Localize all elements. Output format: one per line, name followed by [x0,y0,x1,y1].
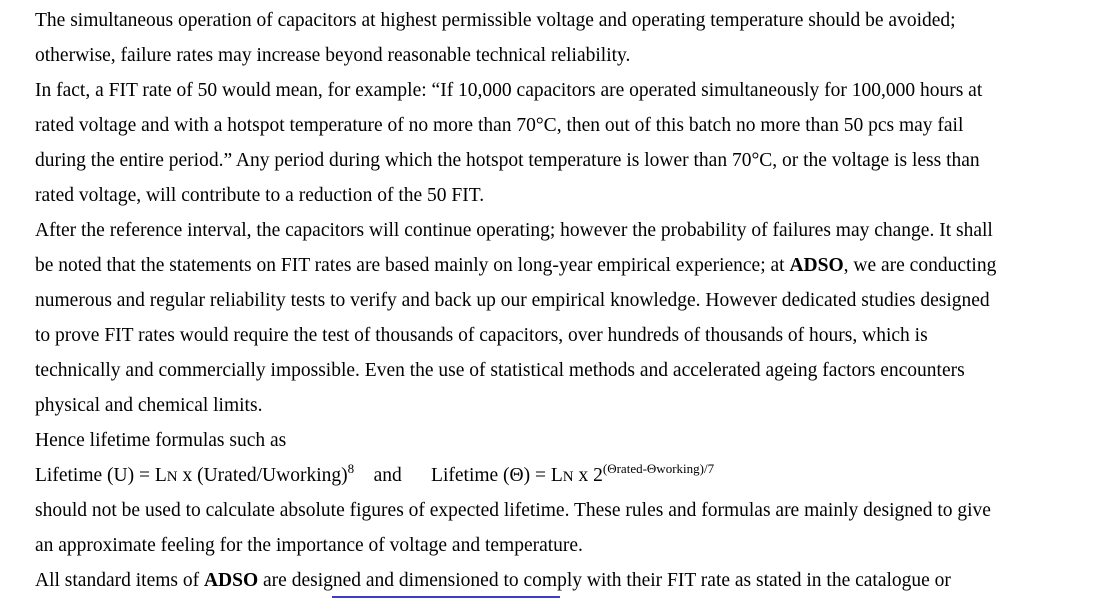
text-segment: are designed and dimensioned to comply with their FIT rate as stated in the catalogue or [258,570,951,591]
text-line-12 [35,388,1080,423]
text-segment: technically and commercially impossible. Even the use of statistical methods and accelerated ageing factors encounters [35,360,965,381]
text-segment: rated voltage and with a hotspot temperature of no more than 70°C, then out of this batch no more than 50 pcs may fail [35,115,964,136]
text-line-4 [35,108,1080,143]
text-segment: x (Urated/Uworking) [177,465,348,486]
text-line-14 [35,458,1080,493]
text-segment: x 2 [573,465,603,486]
text-line-9 [35,283,1080,318]
text-line-2 [35,38,1080,73]
text-line-16 [35,528,1080,563]
text-line-13 [35,423,1080,458]
text-segment: to prove FIT rates would require the test of thousands of capacitors, over hundreds of thousands of hours, which is [35,325,928,346]
text-line-10 [35,318,1080,353]
text-line-17 [35,563,1080,598]
text-segment: Lifetime (U) = L [35,465,167,486]
text-line-6 [35,178,1080,213]
superscript-text: (Θrated-Θworking)/7 [602,461,715,476]
text-segment: , we are conducting [843,255,997,276]
text-line-15 [35,493,1080,528]
bold-brand-text: ADSO [203,570,259,591]
text-line-5 [35,143,1080,178]
text-segment: rated voltage, will contribute to a reduction of the 50 FIT. [35,185,485,206]
text-segment: After the reference interval, the capacitors will continue operating; however the probability of failures may change. It shall [35,220,993,241]
smallcap-text: N [562,469,574,485]
document-text [35,3,1080,598]
text-segment: an approximate feeling for the importance of voltage and temperature. [35,535,583,556]
text-line-3 [35,73,1080,108]
text-segment: should not be used to calculate absolute figures of expected lifetime. These rules and formulas are mainly designed to give [35,500,991,521]
text-segment: Hence lifetime formulas such as [35,430,287,451]
text-segment: physical and chemical limits. [35,395,263,416]
text-line-1 [35,3,1080,38]
text-segment: In fact, a FIT rate of 50 would mean, for example: “If 10,000 capacitors are operated simultaneously for 100,000 hours at [35,80,983,101]
text-segment: be noted that the statements on FIT rates are based mainly on long-year empirical experience; at [35,255,790,276]
bold-brand-text: ADSO [789,255,844,276]
superscript-text: 8 [347,461,355,476]
text-segment: numerous and regular reliability tests to verify and back up our empirical knowledge. However dedicated studies designed [35,290,990,311]
text-segment: and Lifetime (Θ) = L [354,465,563,486]
text-segment: The simultaneous operation of capacitors at highest permissible voltage and operating temperature should be avoided; [35,10,956,31]
text-segment: otherwise, failure rates may increase beyond reasonable technical reliability. [35,45,631,66]
text-segment: during the entire period.” Any period during which the hotspot temperature is lower than 70°C, or the voltage is less than [35,150,980,171]
smallcap-text: N [166,469,178,485]
text-segment: All standard items of [35,570,204,591]
text-line-8 [35,248,1080,283]
text-line-11 [35,353,1080,388]
text-line-7 [35,213,1080,248]
